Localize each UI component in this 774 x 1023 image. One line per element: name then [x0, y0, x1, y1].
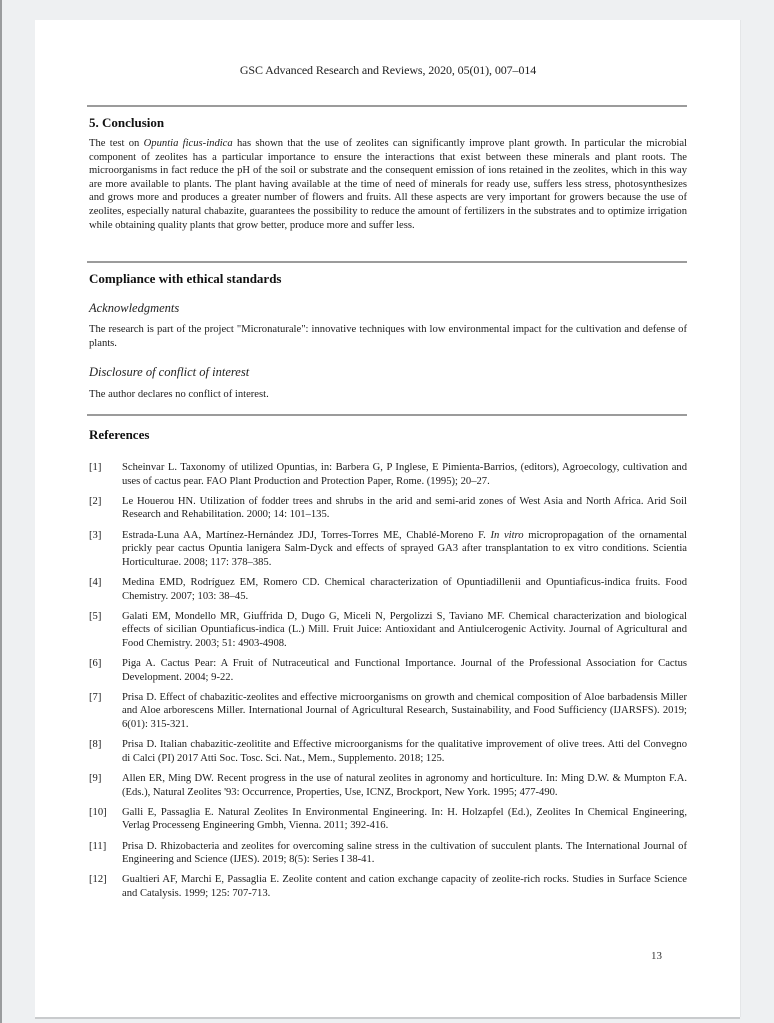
reference-text: Galli E, Passaglia E. Natural Zeolites In Environmental Engineering. In: H. Holzapfel (Ed.), Zeolites In Chemical Engineering, Verlag Processeng Engineering Gmbh, Vienna. 2011; 392-416. — [122, 806, 687, 832]
reference-text: Galati EM, Mondello MR, Giuffrida D, Dugo G, Miceli N, Pergolizzi S, Taviano MF. Chemical characterization and biological effects of sicilian Opuntiaficus-indica (L.) Mill. Fruit Juice: Antioxidant and Antiulcerogenic Activity. Journal of Agricultural and Food Chemistry. 2003; 51: 4903-4908. — [122, 610, 687, 649]
section-divider — [87, 261, 687, 263]
page-number: 13 — [651, 950, 662, 962]
reference-item — [89, 772, 687, 799]
section-divider — [87, 414, 687, 416]
reference-text-start: Estrada-Luna AA, Martínez-Hernández JDJ, Torres-Torres ME, Chablé-Moreno F. — [122, 529, 491, 541]
conclusion-paragraph — [89, 137, 687, 232]
reference-number: [4] — [89, 576, 102, 588]
reference-text: Prisa D. Effect of chabazitic-zeolites and effective microorganisms on growth and chemical composition of Aloe barbadensis Miller and Aloe arborescens Miller. International Journal of Agricultural Research, Sustainability, and Food Sufficiency (IJARSFS). 2019; 6(01): 315-321. — [122, 691, 687, 731]
reference-item — [89, 840, 687, 867]
reference-text — [122, 529, 687, 570]
disclosure-heading: Disclosure of conflict of interest — [89, 365, 250, 379]
reference-item — [89, 610, 687, 651]
reference-number: [2] — [89, 495, 102, 507]
reference-item — [89, 657, 687, 684]
reference-number: [8] — [89, 739, 102, 751]
reference-item — [89, 806, 687, 833]
reference-text: Prisa D. Rhizobacteria and zeolites for overcoming saline stress in the cultivation of succulent plants. The International Journal of Engineering and Science (IJES). 2019; 8(5): Series I 38-41. — [122, 840, 687, 866]
reference-number: [5] — [89, 610, 102, 622]
acknowledgments-heading: Acknowledgments — [89, 301, 180, 315]
references-list — [89, 461, 687, 907]
document-page — [35, 20, 740, 1017]
reference-item — [89, 873, 687, 900]
reference-text: Scheinvar L. Taxonomy of utilized Opuntias, in: Barbera G, P Inglese, E Pimienta-Barrios, (editors), Agroecology, cultivation and uses of cactus pear. FAO Plant Production and Protection Paper, Rome. (1995); 20–27. — [122, 462, 687, 487]
reference-text: Gualtieri AF, Marchi E, Passaglia E. Zeolite content and cation exchange capacity of zeolite-rich rocks. Studies in Surface Science and Catalysis. 1999; 125: 707-713. — [122, 874, 687, 899]
acknowledgments-text: The research is part of the project "Micronaturale": innovative techniques with low environmental impact for the cultivation and defense of plants. — [89, 324, 687, 349]
reference-number: [1] — [89, 462, 102, 473]
conclusion-text-start: The test on — [89, 138, 144, 149]
conclusion-heading: 5. Conclusion — [89, 115, 165, 130]
reference-text: Allen ER, Ming DW. Recent progress in the use of natural zeolites in agronomy and horticulture. In: Ming D.W. & Mumpton F.A. (Eds.), Natural Zeolites '93: Occurrence, Properties, Use, ICNZ, Brockport, New York. 1995; 477-490. — [122, 773, 687, 798]
references-heading: References — [89, 427, 150, 442]
conclusion-text-rest: has shown that the use of zeolites can significantly improve plant growth. In particular the microbial component of zeolites has a particular importance to ensure the interactions that exist between these minerals and plant roots. The microorganisms in fact reduce the pH of the soil or substrate and the consequent emission of ions retained in the zeolites, which in this way are more available to plants. The plant having available at the time of need of minerals for ready use, suffers less stress, photosynthesizes and grows more and produces a greater number of flowers and fruits. All these aspects are very important for growers because the use of zeolites, especially natural chabazite, guarantees the possibility to reduce the amount of fertilizers in the substrates and to optimize irrigation while obtaining quality plants that grow better, produce more and suffer less. — [89, 138, 687, 231]
reference-number: [10] — [89, 806, 107, 818]
reference-number: [12] — [89, 874, 107, 886]
reference-number: [11] — [89, 840, 107, 852]
reference-item — [89, 495, 687, 522]
section-divider — [87, 105, 687, 107]
reference-item — [89, 738, 687, 765]
reference-number: [9] — [89, 773, 102, 785]
reference-text-rest: micropropagation of the ornamental prickly pear cactus Opuntia lanigera Salm-Dyck and effects of sprayed GA3 after transplantation to ex vitro conditions. Scientia Horticulturae. 2008; 117: 378–385. — [122, 529, 687, 568]
reference-text: Le Houerou HN. Utilization of fodder trees and shrubs in the arid and semi-arid zones of West Asia and North Africa. Arid Soil Research and Rehabilitation. 2000; 14: 101–135. — [122, 495, 687, 521]
reference-text: Prisa D. Italian chabazitic-zeolitite and Effective microorganisms for the qualitative improvement of olive trees. Atti del Convegno di Calci (PI) 2017 Atti Soc. Tosc. Sci. Nat., Mem., Supplemento. 2018; 125. — [122, 739, 687, 764]
reference-text: Medina EMD, Rodríguez EM, Romero CD. Chemical characterization of Opuntiadillenii and Opuntiaficus-indica fruits. Food Chemistry. 2007; 103: 38–45. — [122, 576, 687, 602]
running-header: GSC Advanced Research and Reviews, 2020, 05(01), 007–014 — [239, 63, 537, 77]
reference-item — [89, 461, 687, 488]
reference-item — [89, 576, 687, 603]
species-name: Opuntia ficus-indica — [143, 138, 233, 149]
reference-number: [3] — [89, 529, 102, 541]
compliance-heading: Compliance with ethical standards — [89, 271, 282, 286]
reference-number: [6] — [89, 658, 102, 670]
reference-number: [7] — [89, 691, 102, 703]
reference-item — [89, 529, 687, 570]
reference-text: Piga A. Cactus Pear: A Fruit of Nutraceutical and Functional Importance. Journal of the Professional Association for Cactus Development. 2004; 9-22. — [122, 658, 687, 683]
reference-italic-term: In vitro — [490, 529, 524, 541]
reference-item — [89, 691, 687, 732]
viewer-left-edge — [0, 0, 2, 1023]
disclosure-text: The author declares no conflict of interest. — [89, 389, 269, 400]
